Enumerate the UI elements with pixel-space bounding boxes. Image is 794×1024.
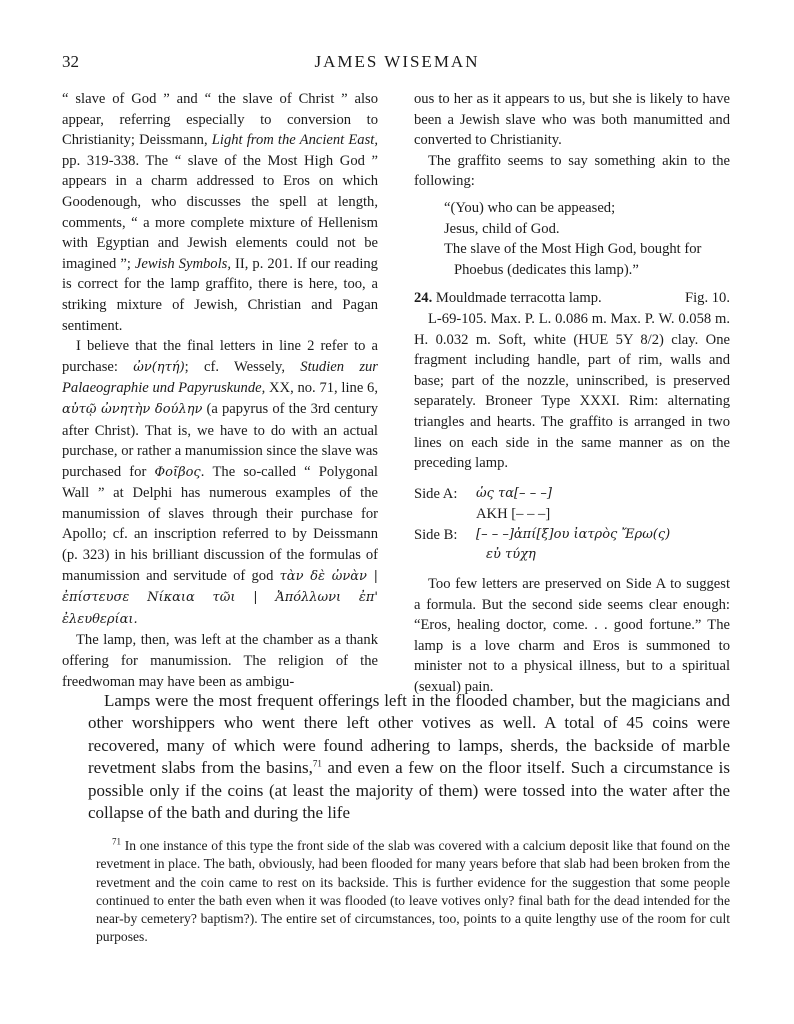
left-paragraph-3: The lamp, then, was left at the chamber as a thank offering for manumission. The religion of the freedwoman may have been as ambigu- — [62, 632, 378, 690]
side-a-line-1: ὡς τα[– – –] — [476, 485, 552, 501]
quote-line: The slave of the Most High God, bought for Phoebus (dedicates this lamp).” — [444, 241, 702, 278]
side-a-line-2: ΑΚΗ [– – –] — [476, 506, 551, 523]
page-header — [62, 52, 732, 78]
page-number: 32 — [62, 52, 79, 71]
catalog-number: 24. — [414, 290, 433, 307]
catalog-description: L-69-105. Max. P. L. 0.086 m. Max. P. W. 0.058 m. H. 0.032 m. Soft, white (HUE 5Y 8/2) clay. One fragment including handle, part of rim, walls and base; part of the nozzle, uninscribed, is preserved separately. Broneer Type XXXI. Rim: alternating triangles and hearts. The graffito is arranged in two lines on each side in the same manner as on the preceding lamp. — [414, 310, 730, 472]
graffito-transcription — [414, 484, 730, 566]
left-paragraph-1: “ slave of God ” and “ the slave of Christ ” also appear, referring especially to conversion to Christianity; Deissmann, Light from the Ancient East, pp. 319-338. The “ slave of the Most High God ” appears in a charm addressed to Eros on which Goodenough, who discusses the spell at length, comments, “ a more complete mixture of Hellenism with Egyptian and Jewish elements could not be imagined ”; Jewish Symbols, II, p. 201. If our reading is correct for the lamp graffito, there is here, too, a striking mixture of Jewish, Christian and Pagan sentiment. — [62, 91, 378, 334]
side-b-line-1: [– – –]ἀπί[ξ]ου ἰατρὸς Ἔρω(ς) — [476, 526, 671, 542]
graffito-translation — [444, 198, 730, 280]
greek-text: αὐτῷ ὠνητὴν δούλην — [62, 401, 203, 417]
greek-text: Φοῖβος — [154, 464, 201, 480]
greek-text: ὠν(ητή) — [133, 359, 185, 375]
catalog-entry-heading — [414, 288, 730, 309]
body-paragraph: Lamps were the most frequent offerings left in the flooded chamber, but the magicians and other worshippers who went there left other votives as well. A total of 45 coins were recovered, many of which were found adhering to lamps, sherds, the backside of marble revetment slabs from the basins,$^{71}$ and even a few on the floor itself. Such a circumstance is possible only if the coins (at least the majority of them) were tossed into the water after the collapse of the bath and during the life — [88, 691, 730, 823]
right-paragraph-3: Too few letters are preserved on Side A to suggest a formula. But the second side seems clear enough: “Eros, healing doctor, come. . . good fortune.” The lamp is a love charm and Eros is summoned to minister not to a physical illness, but to a spiritual (sexual) pain. — [414, 576, 730, 696]
right-column — [414, 89, 730, 698]
left-column — [62, 89, 378, 692]
footnote-text: $^{71}$ In one instance of this type the front side of the slab was covered with a calcium deposit like that found on the revetment in place. The bath, obviously, had been flooded for many years before that slab had been broken from the revetment and the coin came to rest on its backside. This is further evidence for the suggestion that some people continued to enter the bath even when it was flooded (to leave votives only? final bath for the dead intended for the near-by cemetery? baptism?). The entire set of circumstances, too, points to a quite lengthy use of the room for cult purposes. — [96, 836, 730, 945]
quote-line: “(You) who can be appeased; — [444, 199, 616, 216]
quote-line: Jesus, child of God. — [444, 220, 560, 237]
right-paragraph-1: ous to her as it appears to us, but she is likely to have been a Jewish slave who was both manumitted and converted to Christianity. — [414, 91, 730, 149]
footnote — [96, 837, 730, 947]
side-b-label: Side B: — [414, 526, 458, 543]
catalog-title: Mouldmade terracotta lamp. — [435, 290, 602, 307]
figure-reference: Fig. 10. — [684, 290, 730, 307]
side-b-row — [414, 525, 730, 546]
footnote-number: 71 — [112, 836, 121, 847]
footnote-reference: 71 — [312, 758, 322, 769]
running-head: JAMES WISEMAN — [314, 52, 480, 71]
side-a-label: Side A: — [414, 485, 458, 502]
side-b-line-2: εὐ τύχη — [486, 547, 536, 563]
side-a-row-2 — [414, 504, 730, 525]
greek-text: τὰν δὲ ὠνὰν | ἐπίστευσε Νίκαια τῶι | Ἀπόλλωνι ἐπ' ἐλευθερίαι. — [62, 568, 378, 627]
main-body-text — [88, 690, 730, 824]
side-a-row — [414, 484, 730, 505]
side-b-row-2 — [414, 545, 730, 566]
left-paragraph-2: I believe that the final letters in line 2 refer to a purchase: ὠν(ητή); cf. Wessely, Studien zur Palaeographie und Papyruskunde, XX, no. 71, line 6, αὐτῷ ὠνητὴν δούλην (a papyrus of the 3rd century after Christ). That is, we have to do with an actual purchase, or rather a manumission since the slave was purchased for Φοῖβος. The so-called “ Polygonal Wall ” at Delphi has numerous examples of the manumission of slaves through their purchase for Apollo; cf. an inscription referred to by Deissmann (p. 323) in his brilliant discussion of the formulas of manumission and servitude of god τὰν δὲ ὠνὰν | ἐπίστευσε Νίκαια τῶι | Ἀπόλλωνι ἐπ' ἐλευθερίαι. — [62, 338, 378, 627]
right-paragraph-2: The graffito seems to say something akin to the following: — [414, 152, 730, 190]
